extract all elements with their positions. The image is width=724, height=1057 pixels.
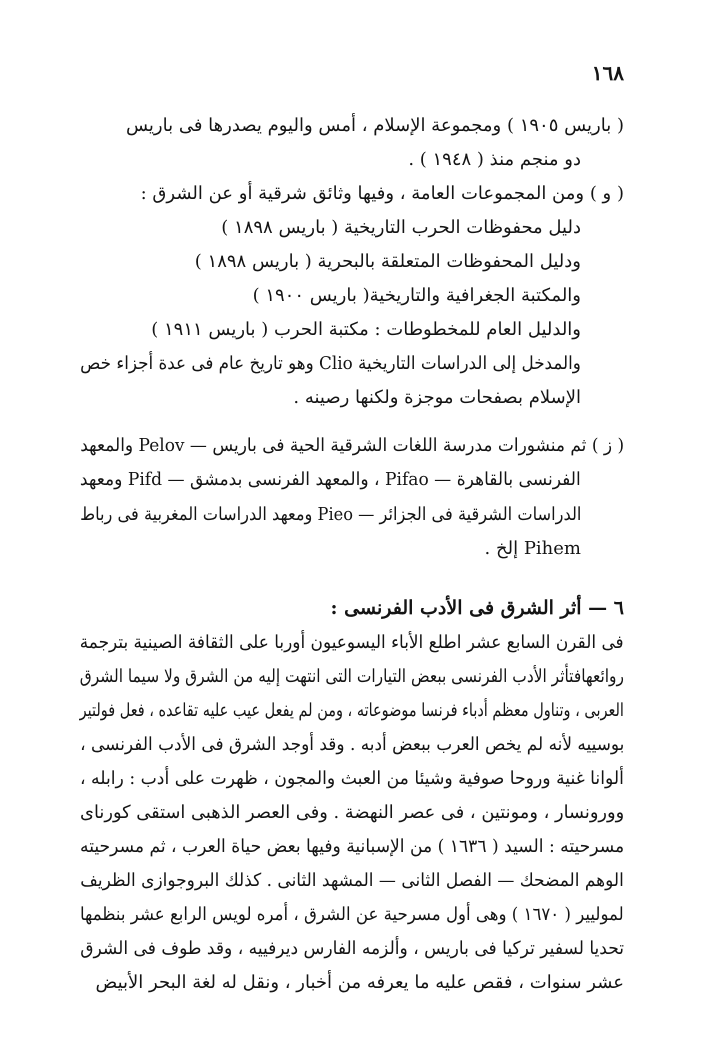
text-line: دليل محفوظات الحرب التاريخية ( باريس ١٨٩٨ ): [221, 217, 581, 238]
text-line: ألوانا غنية وروحا صوفية وشيئا من العبث والمجون ، ظهرت على أدب : رابله ،: [80, 768, 624, 789]
section-heading: ٦ — أثر الشرق فى الأدب الفرنسى :: [330, 597, 624, 619]
text-line: بوسييه لأنه لم يخص العرب ببعض أدبه . وقد أوجد الشرق فى الأدب الفرنسى ،: [79, 734, 624, 755]
text-line: لموليير ( ١٦٧٠ ) وهى أول مسرحية عن الشرق ، أمره لويس الرابع عشر بنظمها: [80, 904, 624, 925]
text-line: والمكتبة الجغرافية والتاريخية( باريس ١٩٠٠ ): [252, 285, 581, 306]
text-line: وورونسار ، ومونتين ، فى عصر النهضة . وفى العصر الذهبى استقى كورناى: [79, 802, 624, 823]
text-line: والدليل العام للمخطوطات : مكتبة الحرب ( باريس ١٩١١ ): [151, 319, 581, 340]
text-line: تحديا لسفير تركيا فى باريس ، وألزمه الفارس ديرفييه ، وقد طوف فى الشرق: [80, 938, 624, 959]
text-line: والمدخل إلى الدراسات التاريخية Clio وهو تاريخ عام فى عدة أجزاء خص: [80, 353, 581, 374]
text-line: الإسلام بصفحات موجزة ولكنها رصينه .: [293, 387, 581, 408]
text-line: ( باريس ١٩٠٥ ) ومجموعة الإسلام ، أمس واليوم يصدرها فى باريس: [125, 115, 624, 136]
text-line: دو منجم منذ ( ١٩٤٨ ) .: [408, 149, 581, 170]
list-item-heading-line: ( ز ) ثم منشورات مدرسة اللغات الشرقية الحية فى باريس — Pelov والمعهد: [80, 435, 624, 456]
text-line: Pihem إلخ .: [484, 538, 581, 559]
page-number: ١٦٨: [591, 61, 624, 85]
text-line: ودليل المحفوظات المتعلقة بالبحرية ( باريس ١٨٩٨ ): [194, 251, 581, 272]
text-line: عشر سنوات ، فقص عليه ما يعرفه من أخبار ، ونقل له لغة البحر الأبيض: [95, 972, 624, 993]
text-line: الفرنسى بالقاهرة — Pifao ، والمعهد الفرنسى بدمشق — Pifd ومعهد: [80, 469, 581, 490]
text-line: العربى ، وتناول معظم أدباء فرنسا موضوعاته ، ومن لم يفعل عيب عليه تقاعده ، فعل فولتير: [79, 700, 624, 721]
text-line: الوهم المضحك — الفصل الثانى — المشهد الثانى . كذلك البروجوازى الظريف: [80, 870, 624, 891]
text-line: مسرحيته : السيد ( ١٦٣٦ ) من الإسبانية وفيها بعض حياة العرب ، ثم مسرحيته: [79, 836, 624, 857]
text-line: الدراسات الشرقية فى الجزائر — Pieo ومعهد الدراسات المغربية فى رباط: [79, 504, 581, 525]
text-line: فى القرن السابع عشر اطلع الأباء اليسوعيون أوربا على الثقافة الصينية بترجمة: [80, 632, 624, 653]
text-line: روائعهافتأثر الأدب الفرنسى ببعض التيارات التى انتهت إليه من الشرق ولا سيما الشرق: [79, 666, 624, 687]
list-item-heading-line: ( و ) ومن المجموعات العامة ، وفيها وثائق شرقية أو عن الشرق :: [140, 183, 624, 204]
